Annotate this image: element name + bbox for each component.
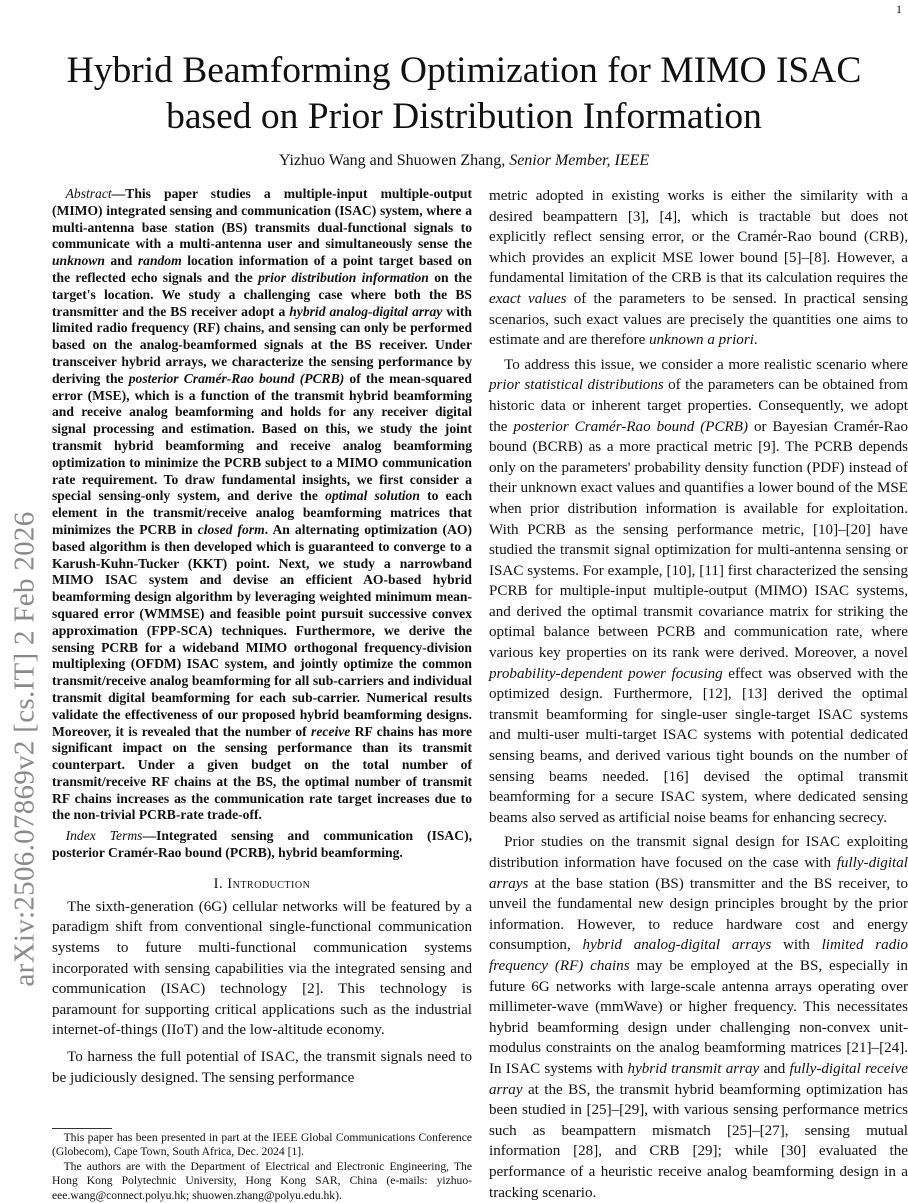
right-em-limited-rf: limited radio frequency (RF) chains <box>489 937 908 974</box>
page-number: 1 <box>896 2 902 16</box>
abstract-em-closed: closed form <box>197 521 265 537</box>
footnote-1: This paper has been presented in part at the IEEE Global Communications Conference (Globecom), Cape Town, South Africa, Dec. 2024 [1]. <box>52 1131 472 1159</box>
left-column <box>52 186 472 1088</box>
right-p2-text-d: effect was observed with the optimized design. Furthermore, [12], [13] derived the optimal transmit beamforming for single-user single-target ISAC systems and multi-user multi-target ISAC systems with potential dedicated sensing beams, and derived various tight bounds on the number of sensing beams needed. [16] devised the optimal transmit beamforming for a secure ISAC system, where dedicated sensing beams also served as artificial noise beams for enhancing secrecy. <box>489 665 908 826</box>
footnotes <box>52 1131 472 1203</box>
abstract-em-hybrid: hybrid analog-digital array <box>289 303 443 319</box>
right-p3-text-b: at the base station (BS) transmitter and the BS receiver, to unveil the fundamental new design principles brought by the prior information. However, to reduce hardware cost and energy consumption, <box>489 875 908 954</box>
abstract-text-5: of the mean-squared error (MSE), which is a function of the transmit hybrid beamforming and receive analog beamforming and holds for any receiver digital signal processing and estimation. Based on this, we study the joint transmit hybrid beamforming and receive analog beamforming optimization to minimize the PCRB subject to a MIMO communication rate requirement. To draw fundamental insights, we first consider a special sensing-only system, and derive the <box>52 370 472 504</box>
index-terms-label: Index Terms <box>65 828 143 844</box>
abstract-text-and: and <box>104 253 138 269</box>
right-paragraph-3 <box>489 832 908 1203</box>
section-numeral: I. <box>213 875 224 892</box>
abstract-dash: — <box>111 186 126 201</box>
right-paragraph-2 <box>489 355 908 829</box>
abstract-em-prior: prior distribution information <box>258 269 429 285</box>
footnote-rule <box>52 1128 112 1129</box>
index-terms <box>52 828 472 862</box>
index-terms-dash: — <box>142 828 157 844</box>
right-paragraph-1 <box>489 186 908 351</box>
abstract-text-8: RF chains has more significant impact on the sensing performance than its transmit counterpart. Under a given budget on the total number of transmit/receive RF chains at the BS, the optimal number of transmit RF chains increases as the communication rate target increases due to the non-trivial PCRB-rate trade-off. <box>52 723 472 823</box>
right-em-prob-dep: probability-dependent power focusing <box>489 665 723 682</box>
right-em-fd-rx: fully-digital receive array <box>489 1060 908 1098</box>
index-terms-text: Integrated sensing and communication (ISAC), posterior Cramér-Rao bound (PCRB), hybrid beamforming. <box>52 828 472 861</box>
abstract-text-4: with limited radio frequency (RF) chains, and sensing can only be performed based on the analog-beamformed signals at the BS receiver. Under transceiver hybrid arrays, we characterize the sensing performance by deriving the <box>52 303 472 386</box>
right-em-fully-digital: fully-digital arrays <box>489 855 908 892</box>
right-em-pcrb: posterior Cramér-Rao bound (PCRB) <box>513 418 749 435</box>
abstract-em-optimal: optimal solution <box>325 488 420 504</box>
footnote-2: The authors are with the Department of Electrical and Electronic Engineering, The Hong Kong Polytechnic University, Hong Kong SAR, China (e-mails: yizhuo-eee.wang@connect.polyu.hk; shuowen.zhang@polyu.edu.hk). <box>52 1159 472 1202</box>
abstract <box>52 186 472 824</box>
right-p2-text-c: or Bayesian Cramér-Rao bound (BCRB) as a more practical metric [9]. The PCRB depends only on the parameters' probability density function (PDF) instead of their unknown exact values and quantifies a lower bound of the MSE when prior distribution information is available for exploitation. With PCRB as the sensing performance metric, [10]–[20] have studied the transmit signal optimization for multi-antenna sensing or ISAC systems. For example, [10], [11] first characterized the sensing PCRB for multiple-input multiple-output (MIMO) ISAC systems, and derived the optimal transmit covariance matrix for striking the optimal balance between PCRB and communication rate, where various key properties on its rank were derived. Moreover, a novel <box>489 418 908 662</box>
right-em-hybrid-tx: hybrid transmit array <box>627 1060 760 1077</box>
abstract-text-7: . An alternating optimization (AO) based algorithm is then developed which is guaranteed to converge to a Karush-Kuhn-Tucker (KKT) point. Next, we study a narrowband MIMO ISAC system and devise an efficient AO-based hybrid beamforming design algorithm by leveraging weighted minimum mean-squared error (WMMSE) and feasible point pursuit successive convex approximation (FPP-SCA) techniques. Furthermore, we derive the sensing PCRB for a wideband MIMO orthogonal frequency-division multiplexing (OFDM) ISAC system, and jointly optimize the common transmit/receive analog beamforming for all sub-carriers and individual transmit digital beamforming for each sub-carrier. Numerical results validate the effectiveness of our proposed hybrid beamforming designs. Moreover, it is revealed that the number of <box>52 521 472 739</box>
right-p1-text-a: metric adopted in existing works is either the similarity with a desired beampattern [3], [4], which is tractable but does not explicitly reflect sensing error, or the Cramér-Rao bound (CRB), which provides an explicit MSE lower bound [5]–[8]. However, a fundamental limitation of the CRB is that its calculation requires the <box>489 188 908 287</box>
title-line-1: Hybrid Beamforming Optimization for MIMO ISAC <box>66 50 862 91</box>
abstract-em-unknown: unknown <box>52 253 105 269</box>
author-role: Senior Member, IEEE <box>509 152 650 169</box>
right-em-unknown-apriori: unknown a priori <box>649 332 754 349</box>
abstract-label: Abstract <box>65 186 112 201</box>
abstract-text-3: on the target's location. We study a challenging case where both the BS transmitter and the BS receiver adopt a <box>52 269 472 319</box>
abstract-em-random: random <box>137 253 182 269</box>
right-p3-text-c: with <box>771 937 822 954</box>
right-p1-text-b: of the parameters to be sensed. In practical sensing scenarios, such exact values are precisely the quantities one aims to estimate and are therefore <box>489 290 908 349</box>
right-em-prior-stat: prior statistical distributions <box>489 377 664 394</box>
abstract-em-pcrb: posterior Cramér-Rao bound (PCRB) <box>128 370 345 386</box>
author-line <box>40 152 888 170</box>
title-line-2: based on Prior Distribution Information <box>166 96 762 137</box>
right-p3-text-a: Prior studies on the transmit signal design for ISAC exploiting distribution information have focused on the case with <box>489 834 908 871</box>
right-em-exact: exact values <box>489 290 567 307</box>
abstract-text-1: This paper studies a multiple-input multiple-output (MIMO) integrated sensing and communication (ISAC) system, where a multi-antenna base station (BS) transmits dual-functional signals to communicate with a multi-antenna user and simultaneously sense the <box>52 186 472 252</box>
author-names: Yizhuo Wang and Shuowen Zhang, <box>278 152 506 169</box>
right-column <box>489 186 908 1203</box>
intro-paragraph-1: The sixth-generation (6G) cellular networks will be featured by a paradigm shift from conventional single-functional communication systems to future multi-functional communication systems incorporated with sensing capabilities via the integrated sensing and communication (ISAC) technology [2]. This technology is paramount for supporting critical applications such as the industrial internet-of-things (IIoT) and the low-altitude economy. <box>52 898 472 1039</box>
paper-title <box>40 48 888 140</box>
right-p2-text-a: To address this issue, we consider a more realistic scenario where <box>504 356 908 373</box>
arxiv-stamp: arXiv:2506.07869v2 [cs.IT] 2 Feb 2026 <box>8 511 41 987</box>
abstract-text-2: location information of a point target based on the reflected echo signals and the <box>52 253 472 285</box>
section-heading-introduction <box>52 876 472 893</box>
abstract-em-receive: receive <box>311 723 351 739</box>
intro-paragraph-2: To harness the full potential of ISAC, the transmit signals need to be judiciously designed. The sensing performance <box>52 1049 472 1086</box>
right-p3-text-d: may be employed at the BS, especially in future 6G networks with large-scale antenna arrays operating over millimeter-wave (mmWave) or higher frequency. This necessitates hybrid beamforming design under challenging non-convex unit-modulus constraints on the analog beamforming matrices [21]–[24]. In ISAC systems with <box>489 957 908 1077</box>
right-p3-text-f: at the BS, the transmit hybrid beamforming optimization has been studied in [25]–[29], with various sensing performance metrics such as beampattern mismatch [25]–[27], sensing mutual information [28], and CRB [29]; while [30] evaluated the performance of a heuristic receive analog beamforming design in a tracking scenario. <box>489 1081 908 1201</box>
right-p1-text-c: . <box>753 332 758 349</box>
right-p3-text-e: and <box>759 1060 790 1077</box>
section-title: Introduction <box>227 875 311 892</box>
right-em-hybrid-arrays: hybrid analog-digital arrays <box>582 937 772 954</box>
right-p2-text-b: of the parameters can be obtained from historic data or inherent target properties. Consequently, we adopt the <box>489 377 908 435</box>
abstract-text-6: to each element in the transmit/receive analog beamforming matrices that minimizes the PCRB in <box>52 488 473 537</box>
